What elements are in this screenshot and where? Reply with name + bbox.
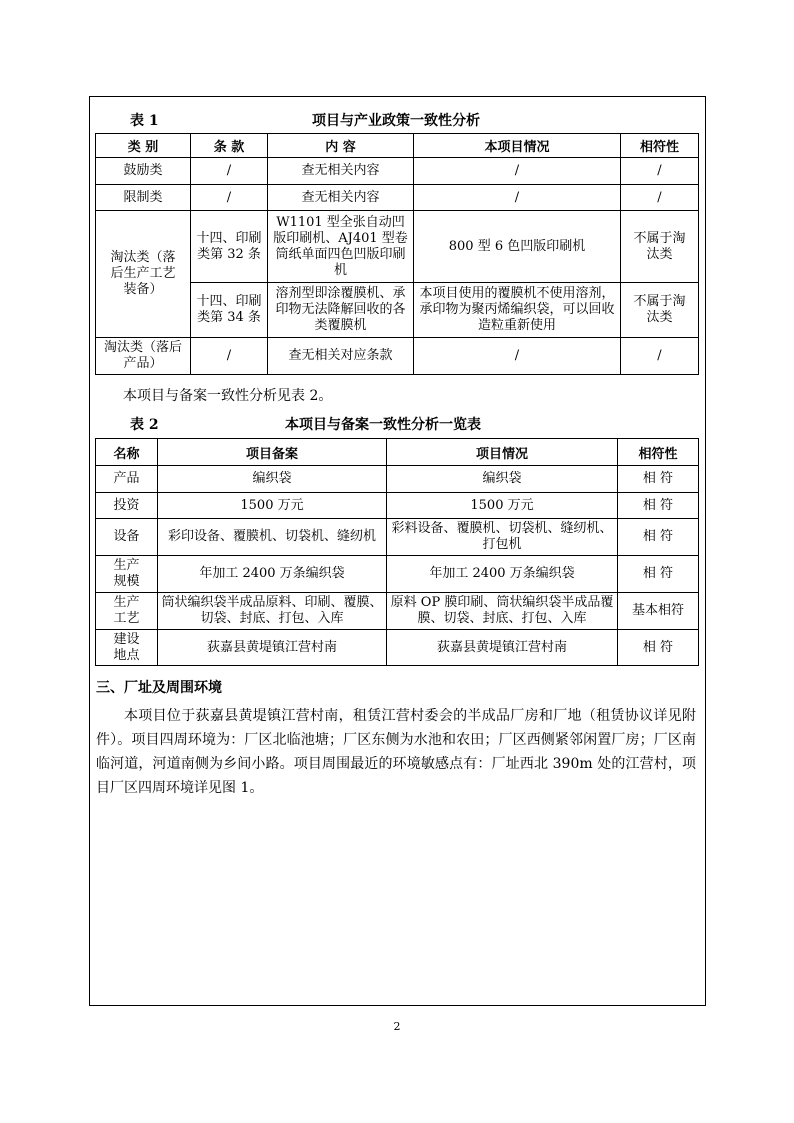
table2-cell: 筒状编织袋半成品原料、印刷、覆膜、切袋、封底、打包、入库 [158, 593, 387, 630]
table2-cell: 年加工 2400 万条编织袋 [387, 556, 618, 593]
table2-header-filing: 项目备案 [158, 439, 387, 466]
table-row [96, 158, 699, 185]
table1-cell: 十四、印刷类第 32 条 [191, 211, 268, 283]
table1-cell: / [414, 185, 621, 211]
table2-cell: 相 符 [618, 630, 699, 666]
table-row [96, 185, 699, 211]
table1-cell: 限制类 [96, 185, 191, 211]
table-row [96, 338, 699, 375]
table1-cell: / [621, 338, 699, 375]
table1-header-clause: 条 款 [191, 134, 268, 158]
table2-header-conformity: 相符性 [618, 439, 699, 466]
table1-cell: 淘汰类（落后生产工艺装备） [96, 211, 191, 338]
table-row [96, 466, 699, 493]
section-heading: 三、厂址及周围环境 [96, 680, 222, 696]
table2-cell: 编织袋 [387, 466, 618, 493]
table1-cell: 不属于淘汰类 [621, 211, 699, 283]
table2-cell: 1500 万元 [158, 493, 387, 519]
table2-cell: 1500 万元 [387, 493, 618, 519]
site-description-paragraph: 本项目位于荻嘉县黄堤镇江营村南，租赁江营村委会的半成品厂房和厂地（租赁协议详见附件）。项目四周环境为：厂区北临池塘；厂区东侧为水池和农田；厂区西侧紧邻闲置厂房；厂区南临河道，河道南侧为乡间小路。项目周围最近的环境敏感点有：厂址西北 390m 处的江营村，项目厂区四周环境详见图 1。 [96, 708, 696, 796]
table2-cell: 投资 [96, 493, 158, 519]
table1-cell: 查无相关内容 [268, 185, 414, 211]
table1-header-conformity: 相符性 [621, 134, 699, 158]
table2-header-row [96, 439, 699, 466]
table2-cell: 彩印设备、覆膜机、切袋机、缝纫机 [158, 519, 387, 556]
table1-cell: / [621, 185, 699, 211]
table-row [96, 556, 699, 593]
table-row [96, 493, 699, 519]
table1-cell: / [191, 338, 268, 375]
table1-cell: / [414, 338, 621, 375]
table1-cell: / [621, 158, 699, 185]
table2-cell: 彩料设备、覆膜机、切袋机、缝纫机、打包机 [387, 519, 618, 556]
table2-cell: 荻嘉县黄堤镇江营村南 [387, 630, 618, 666]
table2-cell: 生产规模 [96, 556, 158, 593]
page-number: 2 [393, 1020, 401, 1033]
table2-cell: 原料 OP 膜印刷、筒状编织袋半成品覆膜、切袋、封底、打包、入库 [387, 593, 618, 630]
table1-cell: 800 型 6 色凹版印刷机 [414, 211, 621, 283]
table2-caption-title: 本项目与备案一致性分析一览表 [285, 417, 481, 433]
table1-cell: 查无相关对应条款 [268, 338, 414, 375]
table2-cell: 基本相符 [618, 593, 699, 630]
table1-cell: 鼓励类 [96, 158, 191, 185]
table2-cell: 相 符 [618, 519, 699, 556]
table1-cell: / [414, 158, 621, 185]
table2-cell: 建设地点 [96, 630, 158, 666]
table2-cell: 荻嘉县黄堤镇江营村南 [158, 630, 387, 666]
table-row [96, 519, 699, 556]
table1-header-content: 内 容 [268, 134, 414, 158]
table2-cell: 生产工艺 [96, 593, 158, 630]
table-row [96, 630, 699, 666]
table1-header-row [96, 134, 699, 158]
table1-caption-title: 项目与产业政策一致性分析 [312, 113, 480, 129]
table2-cell: 相 符 [618, 493, 699, 519]
table1-cell: W1101 型全张自动凹版印刷机、AJ401 型卷筒纸单面四色凹版印刷机 [268, 211, 414, 283]
policy-consistency-table [95, 133, 699, 375]
table2-cell: 产品 [96, 466, 158, 493]
table1-cell: 溶剂型即涂覆膜机、承印物无法降解回收的各类覆膜机 [268, 283, 414, 338]
table2-cell: 相 符 [618, 556, 699, 593]
table1-cell: 查无相关内容 [268, 158, 414, 185]
table1-cell: 不属于淘汰类 [621, 283, 699, 338]
table1-cell: 十四、印刷类第 34 条 [191, 283, 268, 338]
table-row [96, 593, 699, 630]
table2-cell: 年加工 2400 万条编织袋 [158, 556, 387, 593]
table1-header-project-status: 本项目情况 [414, 134, 621, 158]
table-row [96, 211, 699, 283]
table1-caption-number: 表 1 [130, 113, 159, 129]
table1-cell: / [191, 158, 268, 185]
table2-intro-text: 本项目与备案一致性分析见表 2。 [123, 388, 333, 404]
table2-cell: 相 符 [618, 466, 699, 493]
table2-cell: 设备 [96, 519, 158, 556]
table2-caption-number: 表 2 [130, 417, 159, 433]
table1-cell: 淘汰类（落后产品） [96, 338, 191, 375]
table1-header-category: 类 别 [96, 134, 191, 158]
table2-cell: 编织袋 [158, 466, 387, 493]
table2-header-name: 名称 [96, 439, 158, 466]
table1-cell: 本项目使用的覆膜机不使用溶剂，承印物为聚丙烯编织袋，可以回收造粒重新使用 [414, 283, 621, 338]
table1-cell: / [191, 185, 268, 211]
filing-consistency-table [95, 438, 699, 666]
table2-header-project-status: 项目情况 [387, 439, 618, 466]
